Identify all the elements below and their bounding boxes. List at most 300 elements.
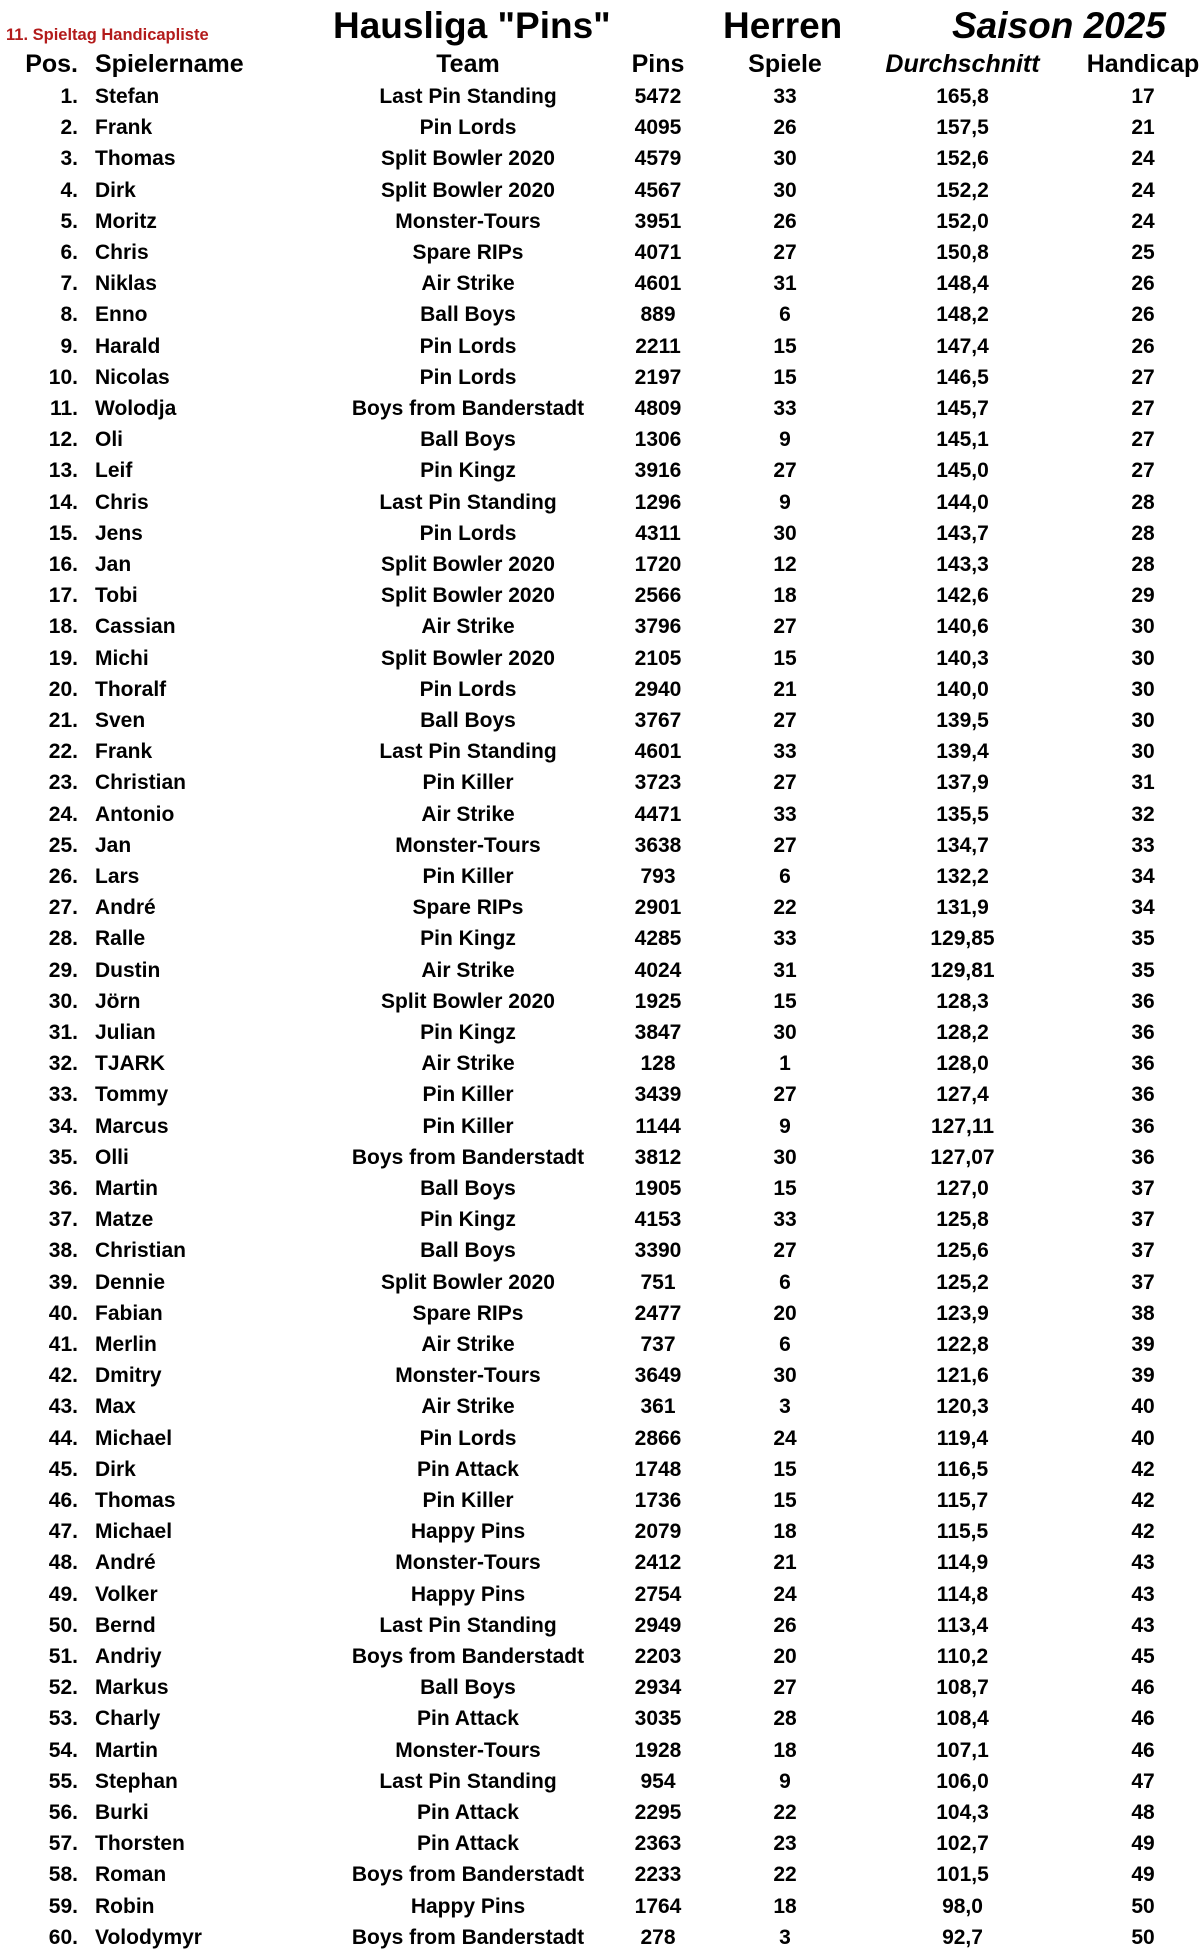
- player-average: 142,6: [936, 584, 989, 608]
- player-pins: 1296: [634, 490, 682, 514]
- player-handicap: 37: [1131, 1208, 1155, 1232]
- player-team: Last Pin Standing: [379, 85, 557, 108]
- player-name: Dustin: [95, 958, 161, 982]
- table-row: [0, 862, 1200, 892]
- player-position: 57.: [48, 1832, 78, 1856]
- player-handicap: 50: [1131, 1925, 1155, 1949]
- player-average: 101,5: [936, 1863, 989, 1887]
- player-handicap: 34: [1131, 865, 1155, 888]
- player-handicap: 34: [1131, 896, 1155, 920]
- player-pins: 2940: [634, 677, 682, 701]
- player-games: 6: [779, 1333, 791, 1356]
- player-position: 8.: [60, 303, 78, 327]
- table-row: [0, 1424, 1200, 1454]
- player-games: 30: [773, 1364, 797, 1388]
- column-header-pins: Pins: [631, 50, 685, 78]
- player-name: Frank: [95, 116, 153, 140]
- player-handicap: 47: [1131, 1769, 1155, 1793]
- player-average: 140,3: [936, 646, 989, 670]
- player-team: Pin Lords: [419, 365, 517, 389]
- player-pins: 737: [640, 1333, 676, 1356]
- player-name: Dirk: [95, 178, 136, 202]
- player-team: Pin Attack: [417, 1457, 519, 1481]
- player-handicap: 26: [1131, 303, 1155, 327]
- player-games: 27: [773, 615, 797, 639]
- player-team: Monster-Tours: [395, 833, 541, 857]
- player-average: 147,4: [936, 334, 989, 358]
- player-average: 114,9: [936, 1551, 989, 1575]
- player-pins: 1306: [634, 428, 682, 452]
- player-average: 114,8: [936, 1582, 989, 1606]
- player-name: TJARK: [95, 1052, 166, 1076]
- player-name: Robin: [95, 1894, 155, 1918]
- table-row: [0, 1798, 1200, 1828]
- player-pins: 3812: [634, 1145, 682, 1169]
- player-pins: 1905: [634, 1177, 682, 1200]
- table-row: [0, 1642, 1200, 1672]
- player-handicap: 37: [1131, 1177, 1155, 1200]
- table-row: [0, 1486, 1200, 1516]
- player-team: Split Bowler 2020: [381, 584, 555, 608]
- table-row: [0, 831, 1200, 861]
- player-average: 104,3: [936, 1801, 989, 1824]
- player-name: Bernd: [95, 1613, 156, 1637]
- player-average: 144,0: [936, 490, 989, 514]
- player-team: Last Pin Standing: [379, 490, 557, 514]
- player-position: 27.: [48, 896, 78, 920]
- player-name: Thorsten: [95, 1832, 185, 1856]
- player-handicap: 36: [1131, 1083, 1155, 1107]
- player-games: 20: [773, 1645, 797, 1668]
- player-name: Fabian: [95, 1301, 163, 1325]
- player-pins: 1928: [634, 1738, 682, 1762]
- player-position: 51.: [48, 1645, 78, 1668]
- player-games: 6: [779, 303, 791, 327]
- player-team: Monster-Tours: [395, 1738, 541, 1762]
- player-position: 30.: [48, 989, 78, 1013]
- table-row: [0, 1330, 1200, 1360]
- player-games: 18: [773, 1738, 797, 1762]
- player-average: 137,9: [936, 771, 989, 795]
- player-name: Roman: [95, 1863, 167, 1887]
- column-header-games: Spiele: [748, 50, 822, 78]
- player-average: 148,2: [936, 303, 989, 327]
- player-position: 55.: [48, 1769, 78, 1793]
- table-row: [0, 1767, 1200, 1797]
- player-handicap: 24: [1131, 147, 1155, 171]
- player-name: Tobi: [95, 584, 138, 608]
- player-position: 38.: [48, 1239, 78, 1263]
- player-handicap: 28: [1131, 553, 1155, 576]
- player-position: 21.: [48, 709, 78, 732]
- player-handicap: 43: [1131, 1551, 1155, 1575]
- player-team: Pin Killer: [422, 1083, 514, 1107]
- player-average: 121,6: [936, 1364, 989, 1388]
- player-games: 33: [773, 927, 797, 951]
- table-row: [0, 1299, 1200, 1329]
- table-row: [0, 394, 1200, 424]
- player-position: 43.: [48, 1395, 78, 1419]
- player-position: 28.: [48, 927, 78, 951]
- player-position: 35.: [48, 1145, 78, 1169]
- player-handicap: 35: [1131, 958, 1155, 982]
- player-average: 132,2: [936, 865, 989, 888]
- player-pins: 5472: [634, 85, 682, 108]
- player-games: 15: [773, 365, 797, 389]
- player-name: Nicolas: [95, 365, 170, 389]
- player-team: Air Strike: [421, 615, 515, 639]
- player-pins: 278: [640, 1925, 676, 1949]
- player-average: 125,6: [936, 1239, 989, 1263]
- player-games: 27: [773, 459, 797, 483]
- player-games: 24: [773, 1426, 797, 1450]
- player-team: Air Strike: [421, 1333, 515, 1356]
- player-handicap: 28: [1131, 521, 1155, 545]
- player-average: 135,5: [936, 802, 989, 826]
- player-position: 23.: [48, 771, 78, 795]
- player-name: Ralle: [95, 927, 146, 951]
- player-name: Stephan: [95, 1769, 178, 1793]
- player-games: 33: [773, 802, 797, 826]
- player-games: 9: [779, 428, 791, 452]
- player-position: 11.: [49, 397, 78, 420]
- table-row: [0, 144, 1200, 174]
- player-games: 27: [773, 1676, 797, 1700]
- player-team: Air Strike: [421, 1052, 515, 1076]
- player-name: Julian: [95, 1021, 156, 1044]
- player-pins: 2901: [634, 896, 682, 920]
- table-row: [0, 737, 1200, 767]
- player-team: Split Bowler 2020: [381, 646, 555, 670]
- player-team: Split Bowler 2020: [381, 1270, 555, 1294]
- player-pins: 4567: [634, 178, 682, 202]
- player-position: 41.: [48, 1333, 78, 1356]
- player-games: 30: [773, 178, 797, 202]
- table-row: [0, 519, 1200, 549]
- player-pins: 2079: [634, 1520, 682, 1544]
- player-name: Michael: [95, 1426, 173, 1450]
- player-pins: 3649: [634, 1364, 682, 1388]
- player-pins: 2295: [634, 1801, 682, 1824]
- player-games: 24: [773, 1582, 797, 1606]
- player-name: Chris: [95, 490, 149, 514]
- player-handicap: 37: [1131, 1239, 1155, 1263]
- player-games: 6: [779, 1270, 791, 1294]
- player-team: Happy Pins: [410, 1582, 526, 1606]
- table-row: [0, 1923, 1200, 1953]
- player-name: Christian: [95, 1239, 187, 1263]
- player-handicap: 24: [1131, 178, 1155, 202]
- player-handicap: 40: [1131, 1426, 1155, 1450]
- player-team: Split Bowler 2020: [381, 989, 555, 1013]
- player-games: 22: [773, 896, 797, 920]
- player-name: André: [95, 1551, 156, 1575]
- player-position: 19.: [48, 646, 78, 670]
- player-average: 127,11: [930, 1114, 995, 1138]
- player-handicap: 46: [1131, 1707, 1155, 1731]
- player-pins: 1748: [634, 1457, 682, 1481]
- player-average: 122,8: [936, 1333, 989, 1356]
- table-row: [0, 1548, 1200, 1578]
- player-pins: 1144: [635, 1114, 681, 1138]
- player-games: 22: [773, 1801, 797, 1824]
- player-team: Air Strike: [421, 958, 515, 982]
- table-row: [0, 269, 1200, 299]
- player-games: 1: [779, 1052, 791, 1076]
- player-team: Pin Lords: [419, 521, 517, 545]
- player-position: 32.: [48, 1052, 78, 1076]
- player-games: 15: [773, 334, 797, 358]
- player-average: 102,7: [936, 1832, 989, 1856]
- player-handicap: 30: [1131, 646, 1155, 670]
- player-team: Spare RIPs: [412, 241, 524, 264]
- player-games: 9: [779, 1114, 791, 1138]
- player-games: 31: [773, 958, 797, 982]
- player-handicap: 21: [1131, 116, 1155, 140]
- player-average: 108,7: [936, 1676, 989, 1700]
- player-average: 157,5: [936, 116, 989, 140]
- player-average: 128,0: [936, 1052, 989, 1076]
- player-average: 127,07: [930, 1145, 995, 1169]
- player-position: 36.: [48, 1177, 78, 1200]
- player-team: Pin Lords: [419, 116, 517, 140]
- player-average: 108,4: [936, 1707, 989, 1731]
- player-name: Chris: [95, 241, 149, 264]
- column-header-name: Spielername: [95, 50, 244, 78]
- player-position: 49.: [48, 1582, 78, 1606]
- player-name: Frank: [95, 740, 153, 764]
- group-title: Herren: [723, 5, 843, 46]
- table-row: [0, 1860, 1200, 1890]
- player-handicap: 26: [1131, 334, 1155, 358]
- table-row: [0, 550, 1200, 580]
- player-pins: 2866: [634, 1426, 682, 1450]
- player-games: 26: [773, 116, 797, 140]
- table-row: [0, 675, 1200, 705]
- player-position: 59.: [48, 1894, 78, 1918]
- table-row: [0, 956, 1200, 986]
- player-pins: 128: [640, 1052, 676, 1076]
- player-team: Boys from Banderstadt: [351, 1863, 585, 1887]
- player-pins: 3439: [634, 1083, 682, 1107]
- player-handicap: 46: [1131, 1738, 1155, 1762]
- player-name: Merlin: [95, 1333, 157, 1356]
- player-team: Last Pin Standing: [379, 1613, 557, 1637]
- player-games: 27: [773, 1083, 797, 1107]
- player-games: 21: [773, 1551, 797, 1575]
- player-name: Moritz: [95, 209, 157, 233]
- player-name: Marcus: [95, 1114, 169, 1138]
- player-games: 15: [773, 1457, 797, 1481]
- column-header-pos: Pos.: [25, 50, 78, 78]
- player-games: 23: [773, 1832, 797, 1856]
- player-handicap: 32: [1131, 802, 1155, 826]
- player-team: Spare RIPs: [412, 1301, 524, 1325]
- player-games: 9: [779, 490, 791, 514]
- player-handicap: 36: [1131, 1021, 1155, 1044]
- player-position: 17.: [48, 584, 78, 608]
- player-handicap: 27: [1131, 397, 1155, 420]
- player-name: Matze: [95, 1208, 154, 1232]
- player-average: 140,0: [936, 677, 989, 701]
- player-pins: 4153: [634, 1208, 682, 1232]
- player-position: 52.: [48, 1676, 78, 1700]
- player-average: 107,1: [936, 1738, 989, 1762]
- table-row: [0, 893, 1200, 923]
- player-position: 42.: [48, 1364, 78, 1388]
- player-team: Pin Killer: [422, 1489, 514, 1512]
- player-handicap: 43: [1131, 1613, 1155, 1637]
- player-games: 15: [773, 989, 797, 1013]
- player-position: 26.: [48, 865, 78, 888]
- player-team: Pin Attack: [417, 1832, 519, 1856]
- player-name: Jörn: [95, 989, 141, 1013]
- player-pins: 361: [640, 1395, 676, 1419]
- player-games: 3: [779, 1925, 791, 1949]
- player-name: Martin: [95, 1177, 158, 1200]
- table-row: [0, 238, 1200, 268]
- player-position: 33.: [48, 1083, 78, 1107]
- player-average: 128,2: [936, 1021, 989, 1044]
- player-position: 5.: [60, 209, 78, 233]
- player-handicap: 35: [1131, 927, 1155, 951]
- player-team: Happy Pins: [410, 1520, 526, 1544]
- player-team: Pin Lords: [419, 677, 517, 701]
- player-team: Air Strike: [421, 802, 515, 826]
- player-games: 15: [773, 646, 797, 670]
- player-position: 46.: [48, 1489, 78, 1512]
- player-average: 165,8: [936, 85, 989, 108]
- player-pins: 2412: [634, 1551, 682, 1575]
- player-games: 27: [773, 241, 797, 264]
- player-pins: 4311: [635, 521, 681, 545]
- player-games: 28: [773, 1707, 797, 1731]
- league-title: Hausliga "Pins": [333, 5, 611, 46]
- player-games: 30: [773, 1145, 797, 1169]
- player-team: Boys from Banderstadt: [351, 1145, 585, 1169]
- table-row: [0, 176, 1200, 206]
- player-position: 4.: [60, 178, 78, 202]
- player-pins: 3767: [634, 709, 682, 732]
- player-games: 6: [779, 865, 791, 888]
- table-row: [0, 987, 1200, 1017]
- player-team: Pin Kingz: [420, 1208, 516, 1232]
- table-row: [0, 456, 1200, 486]
- player-average: 145,7: [936, 397, 989, 420]
- player-position: 54.: [48, 1738, 78, 1762]
- player-pins: 2566: [634, 584, 682, 608]
- table-row: [0, 1455, 1200, 1485]
- table-row: [0, 82, 1200, 112]
- player-team: Pin Kingz: [420, 1021, 516, 1044]
- player-pins: 4809: [634, 397, 682, 420]
- player-name: Jens: [95, 521, 143, 545]
- table-row: [0, 644, 1200, 674]
- player-name: Cassian: [95, 615, 176, 639]
- player-name: Burki: [95, 1801, 149, 1824]
- player-games: 18: [773, 584, 797, 608]
- player-average: 152,6: [936, 147, 989, 171]
- player-average: 123,9: [936, 1301, 989, 1325]
- player-pins: 2363: [634, 1832, 682, 1856]
- player-games: 33: [773, 85, 797, 108]
- player-position: 53.: [48, 1707, 78, 1731]
- player-name: Jan: [95, 553, 132, 576]
- player-pins: 1720: [634, 553, 682, 576]
- player-handicap: 27: [1131, 428, 1155, 452]
- player-handicap: 30: [1131, 615, 1155, 639]
- player-handicap: 49: [1131, 1863, 1155, 1887]
- player-pins: 4579: [634, 147, 682, 171]
- player-average: 152,0: [936, 209, 989, 233]
- player-team: Split Bowler 2020: [381, 147, 555, 171]
- player-handicap: 28: [1131, 490, 1155, 514]
- player-games: 3: [779, 1395, 791, 1419]
- player-pins: 3847: [634, 1021, 682, 1044]
- player-handicap: 45: [1131, 1645, 1155, 1668]
- player-team: Pin Killer: [422, 865, 514, 888]
- player-average: 115,7: [936, 1489, 989, 1512]
- player-name: Lars: [95, 865, 140, 888]
- player-average: 116,5: [936, 1457, 989, 1481]
- table-row: [0, 1236, 1200, 1266]
- player-team: Ball Boys: [420, 1676, 516, 1700]
- player-team: Last Pin Standing: [379, 1769, 557, 1793]
- player-games: 30: [773, 1021, 797, 1044]
- player-name: Thomas: [95, 147, 176, 171]
- player-team: Boys from Banderstadt: [351, 397, 585, 420]
- player-pins: 3390: [634, 1239, 682, 1263]
- column-header-handicap: Handicap: [1086, 50, 1200, 78]
- player-team: Happy Pins: [410, 1894, 526, 1918]
- player-pins: 751: [640, 1270, 676, 1294]
- player-position: 47.: [48, 1520, 78, 1544]
- player-position: 1.: [60, 85, 78, 108]
- table-row: [0, 612, 1200, 642]
- player-pins: 2197: [634, 365, 682, 389]
- player-team: Spare RIPs: [412, 896, 524, 920]
- player-handicap: 39: [1131, 1333, 1155, 1356]
- player-games: 15: [773, 1489, 797, 1512]
- player-games: 27: [773, 771, 797, 795]
- season-title: Saison 2025: [952, 5, 1166, 46]
- player-games: 30: [773, 521, 797, 545]
- player-name: Harald: [95, 334, 161, 358]
- player-handicap: 42: [1131, 1457, 1155, 1481]
- player-name: André: [95, 896, 156, 920]
- player-team: Pin Killer: [422, 771, 514, 795]
- player-handicap: 48: [1131, 1801, 1155, 1824]
- player-position: 6.: [60, 241, 78, 264]
- player-pins: 2949: [634, 1613, 682, 1637]
- player-games: 33: [773, 1208, 797, 1232]
- player-pins: 2477: [634, 1301, 682, 1325]
- player-average: 98,0: [942, 1894, 983, 1918]
- player-team: Pin Attack: [417, 1707, 519, 1731]
- player-position: 10.: [48, 365, 78, 389]
- player-position: 24.: [48, 802, 78, 826]
- player-position: 9.: [60, 334, 78, 358]
- player-handicap: 36: [1131, 1114, 1155, 1138]
- player-position: 48.: [48, 1551, 78, 1575]
- table-row: [0, 1080, 1200, 1110]
- player-team: Pin Killer: [422, 1114, 514, 1138]
- table-row: [0, 1174, 1200, 1204]
- player-pins: 1764: [634, 1894, 682, 1918]
- table-row: [0, 800, 1200, 830]
- player-team: Last Pin Standing: [379, 740, 557, 764]
- table-row: [0, 113, 1200, 143]
